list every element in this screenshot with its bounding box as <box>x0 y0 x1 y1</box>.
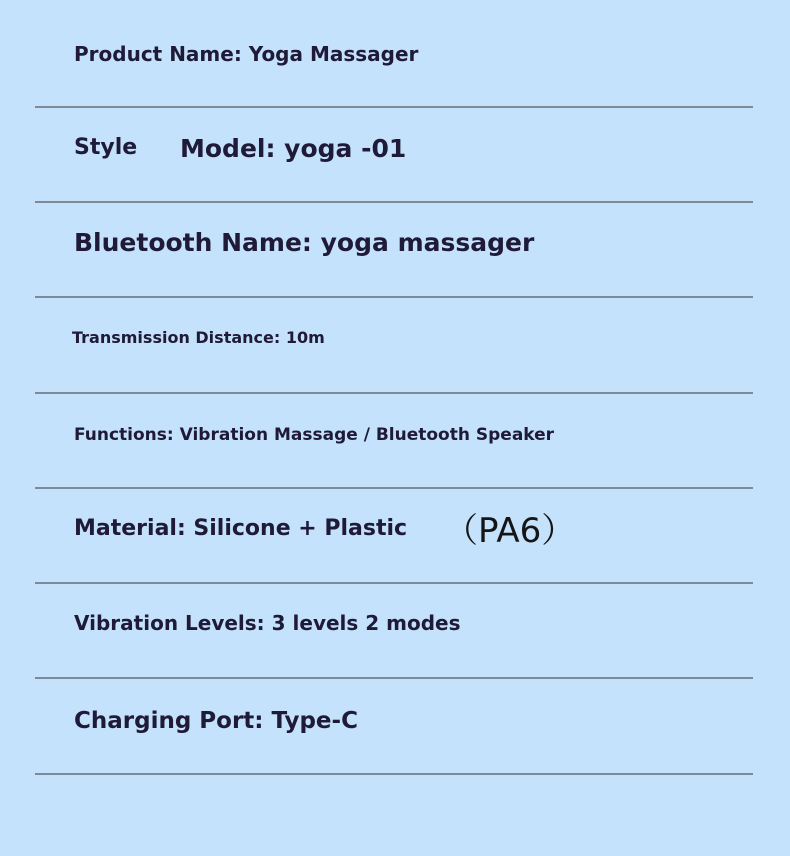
divider-3 <box>35 296 753 298</box>
divider-5 <box>35 487 753 489</box>
transmission-distance-text: Transmission Distance: 10m <box>72 328 325 347</box>
functions-text: Functions: Vibration Massage / Bluetooth Speaker <box>74 425 555 445</box>
product-name-text: Product Name: Yoga Massager <box>74 42 419 66</box>
divider-6 <box>35 582 753 584</box>
divider-7 <box>35 677 753 679</box>
material-text: Material: Silicone + Plastic <box>74 516 408 541</box>
bluetooth-name-text: Bluetooth Name: yoga massager <box>74 228 535 257</box>
model-text: Model: yoga -01 <box>180 134 407 163</box>
divider-2 <box>35 201 753 203</box>
charging-port-text: Charging Port: Type-C <box>74 708 358 734</box>
style-label: Style <box>74 135 138 160</box>
divider-1 <box>35 106 753 108</box>
material-detail-text: （PA6） <box>444 511 576 551</box>
vibration-levels-text: Vibration Levels: 3 levels 2 modes <box>74 611 461 635</box>
divider-4 <box>35 392 753 394</box>
divider-8 <box>35 773 753 775</box>
